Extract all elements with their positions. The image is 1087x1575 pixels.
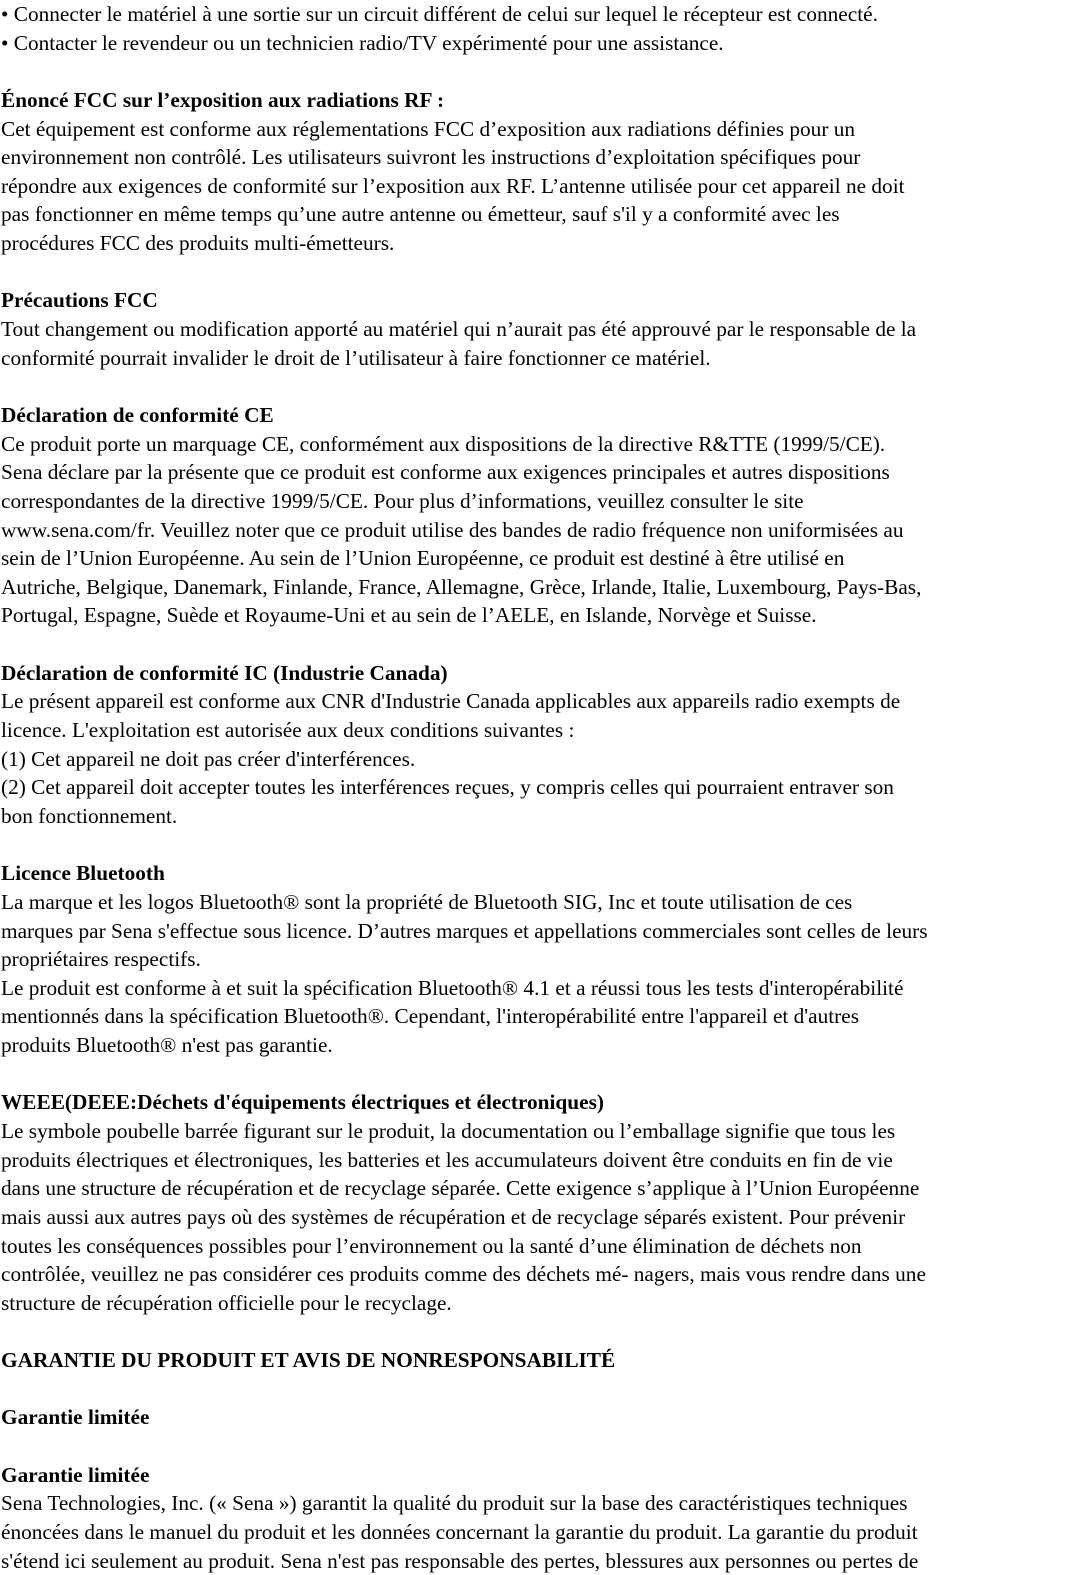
weee-line: Le symbole poubelle barrée figurant sur le produit, la documentation ou l’emballage signifie que tous les: [1, 1118, 896, 1143]
ce-line: Ce produit porte un marquage CE, conformément aux dispositions de la directive R&TTE (1999/5/CE).: [1, 431, 886, 456]
fcc-caution-section: [1, 286, 1086, 372]
fcc-rf-section: [1, 86, 1086, 258]
weee-line: contrôlée, veuillez ne pas considérer ces produits comme des déchets mé- nagers, mais vous rendre dans une: [1, 1262, 926, 1287]
ce-line: Autriche, Belgique, Danemark, Finlande, France, Allemagne, Grèce, Irlande, Italie, Luxembourg, Pays-Bas,: [1, 574, 922, 599]
ce-section: [1, 401, 1086, 630]
warranty-subtitle: Garantie limitée: [1, 1462, 150, 1487]
warranty-title: GARANTIE DU PRODUIT ET AVIS DE NONRESPONSABILITÉ: [1, 1348, 616, 1373]
bluetooth-line: marques par Sena s'effectue sous licence. D’autres marques et appellations commerciales sont celles de leurs: [1, 918, 928, 943]
bluetooth-line: mentionnés dans la spécification Bluetooth®. Cependant, l'interopérabilité entre l'appareil et d'autres: [1, 1004, 859, 1029]
fcc-caution-line: conformité pourrait invalider le droit de l’utilisateur à faire fonctionner ce matériel.: [1, 345, 711, 370]
ce-line: Portugal, Espagne, Suède et Royaume-Uni et au sein de l’AELE, en Islande, Norvège et Suisse.: [1, 603, 817, 628]
fcc-rf-line: pas fonctionner en même temps qu’une autre antenne ou émetteur, sauf s'il y a conformité avec les: [1, 202, 840, 227]
bluetooth-line: produits Bluetooth® n'est pas garantie.: [1, 1033, 333, 1058]
weee-section: [1, 1088, 1086, 1317]
bluetooth-heading: Licence Bluetooth: [1, 861, 165, 886]
bluetooth-line: Le produit est conforme à et suit la spécification Bluetooth® 4.1 et a réussi tous les tests d'interopérabilité: [1, 975, 904, 1000]
intro-section: [1, 0, 1086, 57]
ce-line: sein de l’Union Européenne. Au sein de l’Union Européenne, ce produit est destiné à être utilisé en: [1, 546, 845, 571]
bluetooth-line: La marque et les logos Bluetooth® sont la propriété de Bluetooth SIG, Inc et toute utilisation de ces: [1, 889, 853, 914]
ce-line: www.sena.com/fr. Veuillez noter que ce produit utilise des bandes de radio fréquence non uniformisées au: [1, 517, 904, 542]
warranty-line: s'étend ici seulement au produit. Sena n'est pas responsable des pertes, blessures aux personnes ou pertes de: [1, 1548, 919, 1573]
bluetooth-section: [1, 859, 1086, 1059]
intro-line: • Contacter le revendeur ou un technicien radio/TV expérimenté pour une assistance.: [1, 30, 724, 55]
ic-line: (2) Cet appareil doit accepter toutes les interférences reçues, y compris celles qui pourraient entraver son: [1, 775, 894, 800]
fcc-rf-line: Cet équipement est conforme aux réglementations FCC d’exposition aux radiations définies pour un: [1, 116, 856, 141]
ic-line: (1) Cet appareil ne doit pas créer d'interférences.: [1, 746, 416, 771]
fcc-rf-line: environnement non contrôlé. Les utilisateurs suivront les instructions d’exploitation spécifiques pour: [1, 145, 861, 170]
weee-line: toutes les conséquences possibles pour l’environnement ou la santé d’une élimination de déchets non: [1, 1233, 862, 1258]
ce-heading: Déclaration de conformité CE: [1, 402, 274, 427]
weee-line: structure de récupération officielle pour le recyclage.: [1, 1290, 452, 1315]
warranty-section: [1, 1346, 1086, 1575]
fcc-caution-heading: Précautions FCC: [1, 288, 158, 313]
bluetooth-line: propriétaires respectifs.: [1, 947, 201, 972]
weee-heading: WEEE(DEEE:Déchets d'équipements électriques et électroniques): [1, 1090, 604, 1115]
weee-line: dans une structure de récupération et de recyclage séparée. Cette exigence s’applique à l’Union Européenne: [1, 1176, 920, 1201]
ic-line: licence. L'exploitation est autorisée aux deux conditions suivantes :: [1, 718, 575, 743]
fcc-caution-line: Tout changement ou modification apporté au matériel qui n’aurait pas été approuvé par le responsable de la: [1, 317, 917, 342]
weee-line: produits électriques et électroniques, les batteries et les accumulateurs doivent être conduits en fin de vie: [1, 1147, 893, 1172]
ic-section: [1, 659, 1086, 831]
warranty-line: Sena Technologies, Inc. (« Sena ») garantit la qualité du produit sur la base des caractéristiques techniques: [1, 1491, 908, 1516]
fcc-rf-line: procédures FCC des produits multi-émetteurs.: [1, 231, 395, 256]
warranty-line: énoncées dans le manuel du produit et les données concernant la garantie du produit. La garantie du produit: [1, 1519, 918, 1544]
fcc-rf-line: répondre aux exigences de conformité sur l’exposition aux RF. L’antenne utilisée pour cet appareil ne doit: [1, 173, 905, 198]
ce-line: Sena déclare par la présente que ce produit est conforme aux exigences principales et autres dispositions: [1, 460, 890, 485]
ic-line: Le présent appareil est conforme aux CNR d'Industrie Canada applicables aux appareils radio exempts de: [1, 689, 901, 714]
weee-line: mais aussi aux autres pays où des systèmes de récupération et de recyclage séparés existent. Pour prévenir: [1, 1204, 906, 1229]
fcc-rf-heading: Énoncé FCC sur l’exposition aux radiations RF :: [1, 87, 445, 112]
ic-heading: Déclaration de conformité IC (Industrie Canada): [1, 660, 448, 685]
ce-line: correspondantes de la directive 1999/5/CE. Pour plus d’informations, veuillez consulter le site: [1, 488, 804, 513]
warranty-subtitle: Garantie limitée: [1, 1405, 150, 1430]
intro-line: • Connecter le matériel à une sortie sur un circuit différent de celui sur lequel le récepteur est connecté.: [1, 2, 878, 26]
ic-line: bon fonctionnement.: [1, 803, 178, 828]
